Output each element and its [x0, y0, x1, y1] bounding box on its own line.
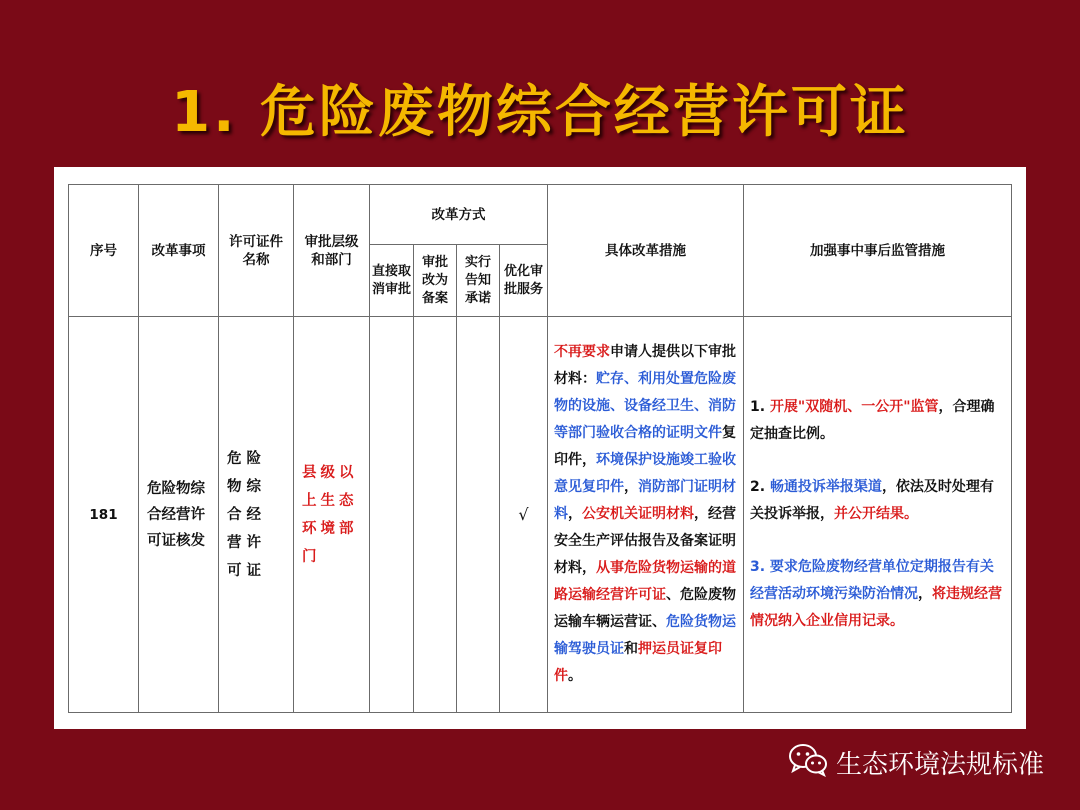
measures-segment: 。 — [568, 668, 582, 684]
cell-optimize-check: √ — [500, 317, 548, 713]
header-change-filing: 审批改为备案 — [414, 245, 457, 317]
header-measures: 具体改革措施 — [548, 185, 744, 317]
reform-table — [68, 184, 1012, 713]
supervision-item — [750, 394, 1005, 448]
cell-change-filing — [414, 317, 457, 713]
measures-segment: 从事危险货物运输的道路运输经营许可证 — [554, 560, 736, 603]
measures-segment: 危险货物运输驾驶员证 — [554, 614, 736, 657]
header-notify-commit: 实行告知承诺 — [457, 245, 500, 317]
supervision-segment: 1. — [750, 399, 770, 415]
header-supervision: 加强事中事后监管措施 — [744, 185, 1012, 317]
header-license: 许可证件名称 — [219, 185, 294, 317]
cell-item: 危险物综合经营许可证核发 — [139, 317, 219, 713]
cell-notify-commit — [457, 317, 500, 713]
measures-segment: ，经营安全生产评估报告及备案证明材料， — [554, 506, 736, 576]
measures-segment: ， — [568, 506, 582, 522]
measures-segment: 押运员证复印件 — [554, 641, 722, 684]
wechat-icon — [788, 743, 828, 781]
header-level: 审批层级和部门 — [294, 185, 370, 317]
measures-segment: 、危险废物运输车辆运营证、 — [554, 587, 736, 630]
table-panel — [54, 167, 1026, 729]
supervision-segment: ，依法及时处理有关投诉举报， — [750, 479, 994, 522]
supervision-segment: ， — [918, 586, 932, 602]
supervision-segment: 开展"双随机、一公开"监管 — [769, 399, 939, 415]
supervision-segment: ，合理确定抽查比例。 — [750, 399, 995, 442]
supervision-text — [750, 394, 1005, 635]
measures-segment: 不再要求 — [554, 344, 610, 360]
header-optimize: 优化审批服务 — [500, 245, 548, 317]
supervision-segment: 3. 要求危险废物经营单位定期报告有关经营活动环境污染防治情况 — [750, 559, 994, 602]
header-seq: 序号 — [69, 185, 139, 317]
measures-segment: 申请人提供以下审批材料： — [554, 344, 736, 387]
measures-segment: 环境保护设施竣工验收意见复印件 — [554, 452, 736, 495]
cell-level: 县级以上生态环境部门 — [294, 317, 370, 713]
measures-segment: 消防部门证明材料 — [554, 479, 736, 522]
measures-segment: 和 — [624, 641, 638, 657]
footer-label: 生态环境法规标准 — [835, 749, 1044, 780]
supervision-segment: 并公开结果。 — [834, 506, 918, 522]
supervision-item — [750, 474, 1005, 528]
supervision-segment: 2. — [750, 479, 770, 495]
supervision-segment: 将违规经营情况纳入企业信用记录。 — [750, 586, 1002, 629]
measures-text — [554, 339, 737, 690]
cell-license: 危险物综合经营许可证 — [219, 317, 294, 713]
measures-segment: ， — [624, 479, 638, 495]
header-item: 改革事项 — [139, 185, 219, 317]
cell-supervision — [744, 317, 1012, 713]
cell-seq: 181 — [69, 317, 139, 713]
slide-title: 1. 危险废物综合经营许可证 — [171, 80, 909, 145]
cell-measures — [548, 317, 744, 713]
measures-segment: 贮存、利用处置危险废物的设施、设备经卫生、消防等部门验收合格的证明文件 — [554, 371, 736, 441]
measures-segment: 复印件， — [554, 425, 736, 468]
measures-segment: 公安机关证明材料 — [582, 506, 694, 522]
header-method: 改革方式 — [370, 185, 548, 245]
header-direct-cancel: 直接取消审批 — [370, 245, 414, 317]
table-row — [69, 317, 1012, 713]
supervision-item — [750, 554, 1005, 635]
footer-brand — [788, 744, 1044, 780]
cell-direct-cancel — [370, 317, 414, 713]
supervision-segment: 畅通投诉举报渠道 — [769, 479, 882, 495]
